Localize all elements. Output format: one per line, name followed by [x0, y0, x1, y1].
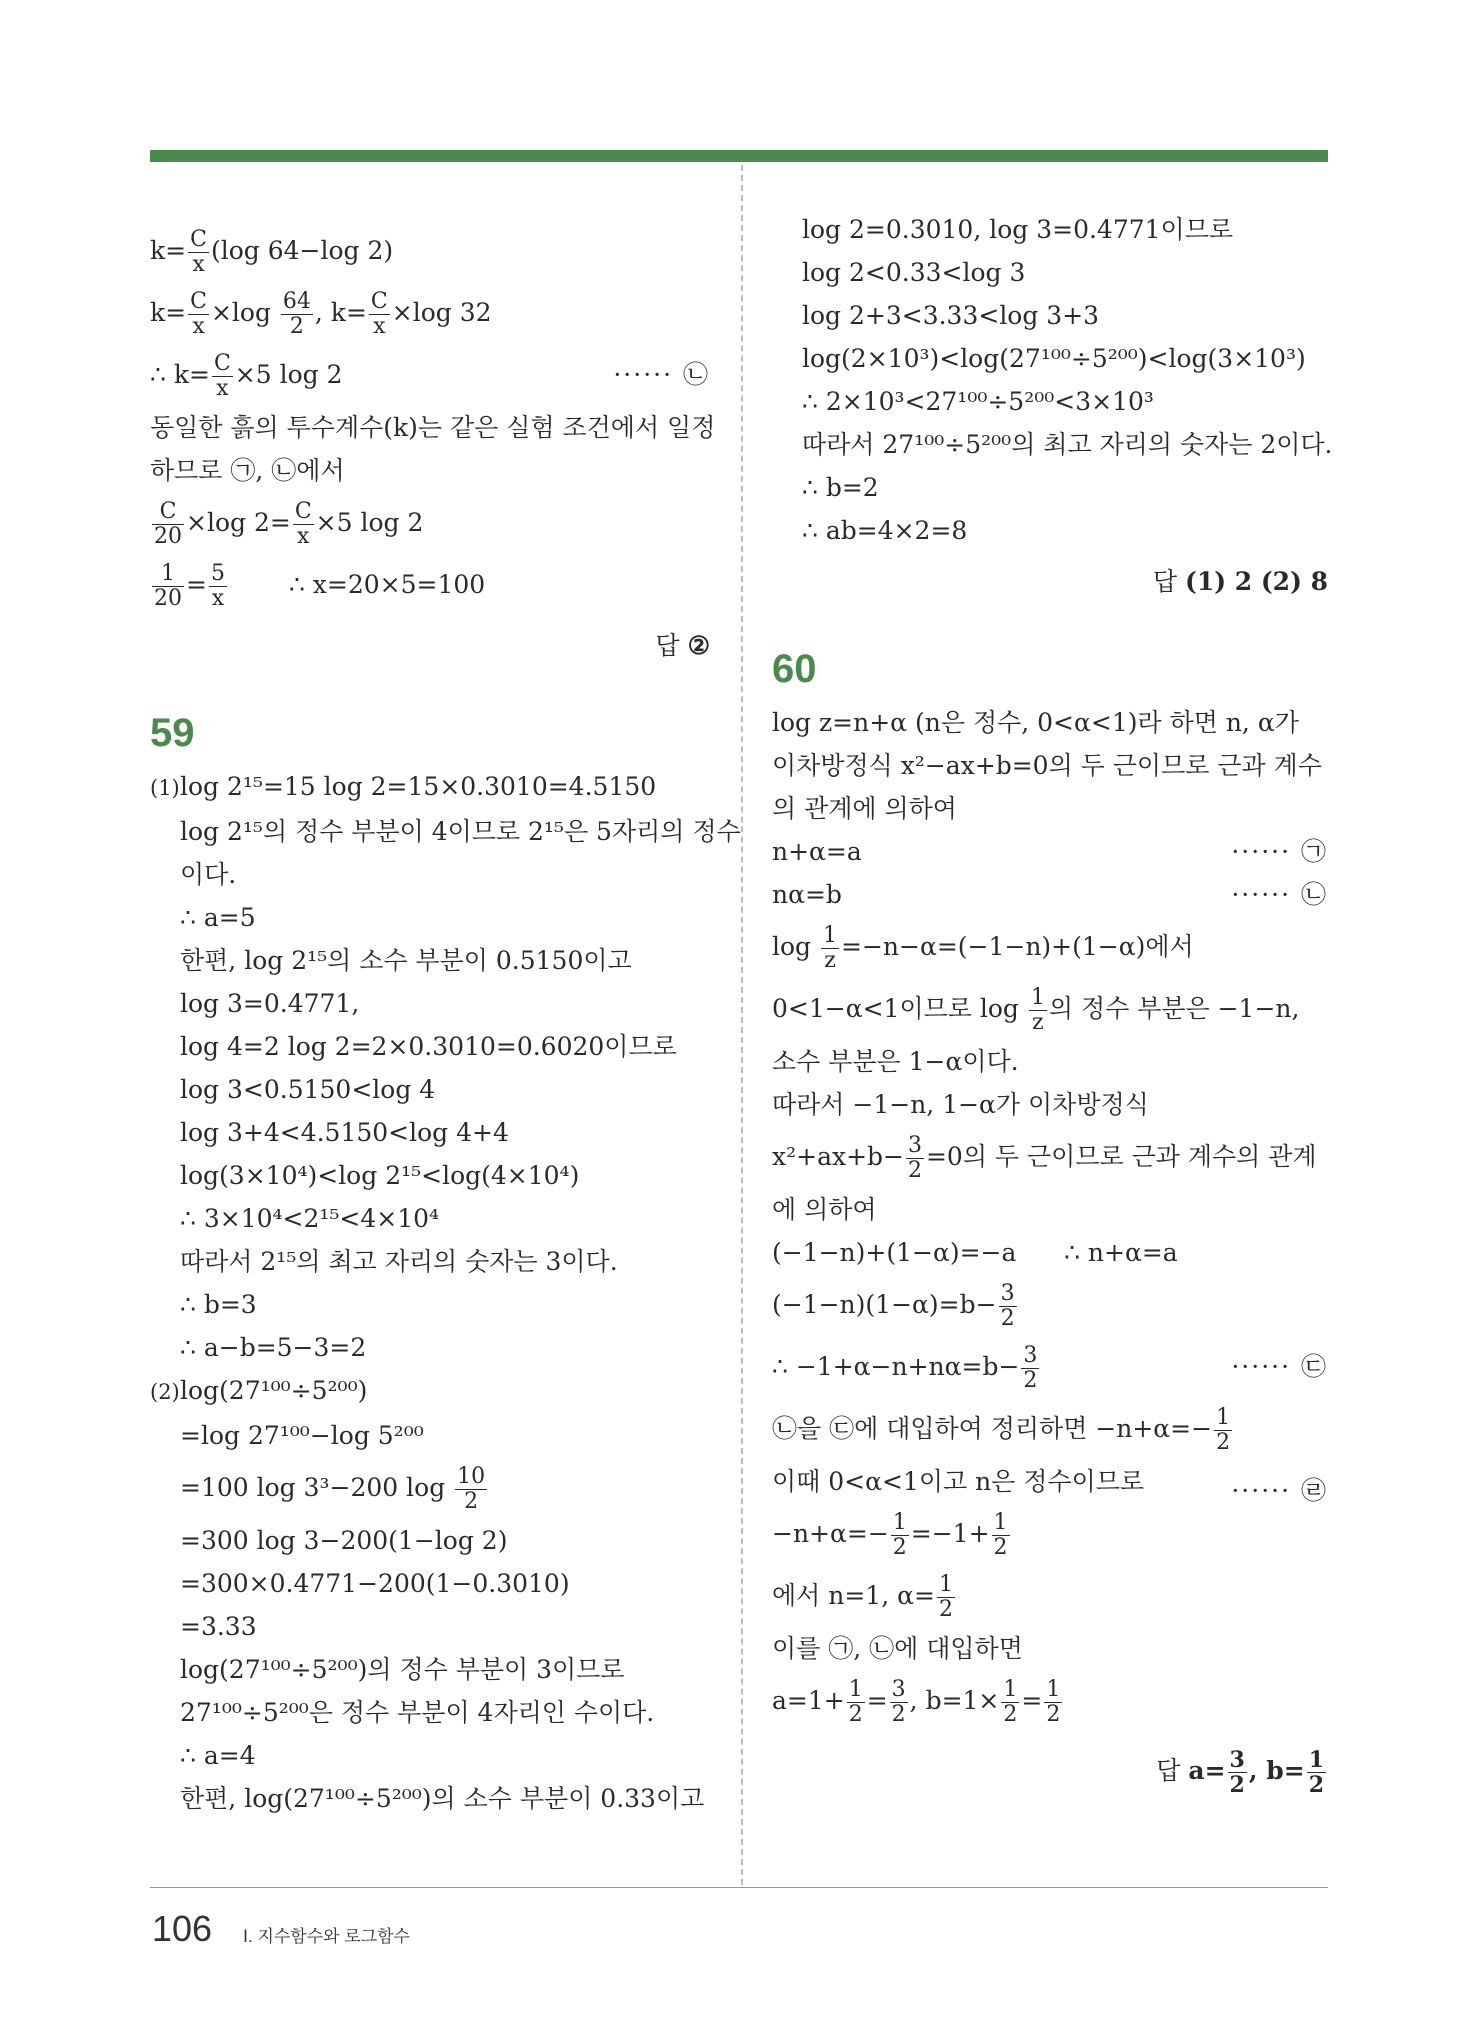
text-line: nα=b ······ ㉡: [772, 880, 1328, 909]
eq-line: ㉡을 ㉢에 대입하여 정리하면 −n+α=− $\frac{1}{2}$ ······ ㉣: [772, 1405, 1328, 1505]
text-line: log(3×10⁴)<log 2¹⁵<log(4×10⁴): [180, 1161, 580, 1190]
text-line: 이를 ㉠, ㉡에 대입하면: [772, 1634, 1023, 1663]
text-line: log 3=0.4771,: [180, 989, 360, 1018]
answer-59: 답 (1) 2 (2) 8: [1152, 567, 1328, 596]
text-line: log 2¹⁵의 정수 부분이 4이므로 2¹⁵은 5자리의 정수: [180, 817, 741, 846]
text-line: ∴ a−b=5−3=2: [180, 1333, 367, 1362]
right-column: [772, 208, 1333, 1802]
left-column: [150, 220, 741, 1820]
text-line: (−1−n)+(1−α)=−a ∴ n+α=a: [772, 1238, 1178, 1267]
text-line: 따라서 2¹⁵의 최고 자리의 숫자는 3이다.: [180, 1247, 618, 1276]
text-line: n+α=a ······ ㉠: [772, 837, 1328, 866]
text-line: log(27¹⁰⁰÷5²⁰⁰)의 정수 부분이 3이므로: [180, 1655, 625, 1684]
text-line: 따라서 −1−n, 1−α가 이차방정식: [772, 1090, 1149, 1119]
text-line: 한편, log(27¹⁰⁰÷5²⁰⁰)의 소수 부분이 0.33이고: [180, 1784, 705, 1813]
text-line: 이다.: [180, 860, 237, 889]
eq-line: $\frac{1}{20}$ = $\frac{5}{x}$ ∴ x=20×5=100: [154, 561, 486, 611]
answer-60: 답 a= $\frac{3}{2}$ , b= $\frac{1}{2}$: [1156, 1747, 1324, 1798]
text-line: log 2+3<3.33<log 3+3: [802, 301, 1100, 330]
eq-line: ∴ −1+α−n+nα=b− $\frac{3}{2}$ ······ ㉢: [772, 1343, 1328, 1393]
text-line: log 4=2 log 2=2×0.3010=0.6020이므로: [180, 1032, 677, 1061]
page-number: 106: [152, 1908, 213, 1949]
answer-58: 답 ②: [655, 631, 710, 660]
eq-line: k= $\frac{C}{x}$ ×log $\frac{64}{2}$ , k= $\frac{C}{x}$ ×log 32: [150, 289, 492, 339]
problem-number-60: 60: [772, 647, 817, 691]
text-line: ∴ a=5: [180, 903, 256, 932]
text-line: 에 의하여: [772, 1195, 877, 1224]
text-line: 이때 0<α<1이고 n은 정수이므로: [772, 1467, 1145, 1496]
text-line: log(2×10³)<log(27¹⁰⁰÷5²⁰⁰)<log(3×10³): [802, 344, 1306, 373]
problem-number-59: 59: [150, 711, 195, 755]
text-line: 이차방정식 x²−ax+b=0의 두 근이므로 근과 계수: [772, 751, 1322, 780]
text-line: ∴ b=3: [180, 1290, 257, 1319]
eq-line: $\frac{C}{20}$ ×log 2= $\frac{C}{x}$ ×5 log 2: [154, 499, 424, 549]
text-line: ∴ b=2: [802, 473, 879, 502]
text-line: =300 log 3−200(1−log 2): [180, 1526, 508, 1555]
text-line: 동일한 흙의 투수계수(k)는 같은 실험 조건에서 일정: [150, 413, 716, 442]
text-line: =300×0.4771−200(1−0.3010): [180, 1569, 570, 1598]
eq-line: 0<1−α<1이므로 log $\frac{1}{z}$ 의 정수 부분은 −1−n,: [772, 985, 1300, 1035]
text-line: log z=n+α (n은 정수, 0<α<1)라 하면 n, α가: [772, 708, 1299, 737]
text-line: ∴ 3×10⁴<2¹⁵<4×10⁴: [180, 1204, 440, 1233]
eq-line: =100 log 3³−200 log $\frac{10}{2}$: [180, 1464, 486, 1514]
footer-rule: [150, 1887, 1328, 1888]
text-line: log 3<0.5150<log 4: [180, 1075, 436, 1104]
chapter-title: Ⅰ. 지수함수와 로그함수: [243, 1927, 410, 1946]
eq-line: −n+α=− $\frac{1}{2}$ =−1+ $\frac{1}{2}$: [772, 1510, 1008, 1560]
text-line: 27¹⁰⁰÷5²⁰⁰은 정수 부분이 4자리인 수이다.: [180, 1698, 655, 1727]
text-line: 한편, log 2¹⁵의 소수 부분이 0.5150이고: [180, 946, 632, 975]
text-line: 의 관계에 의하여: [772, 794, 957, 823]
text-line: 소수 부분은 1−α이다.: [772, 1047, 1019, 1076]
text-line: =log 27¹⁰⁰−log 5²⁰⁰: [180, 1421, 424, 1450]
top-green-bar: [150, 150, 1328, 162]
eq-line: ∴ k= $\frac{C}{x}$ ×5 log 2 ······ ㉡: [150, 351, 710, 401]
text-line: (2)log(27¹⁰⁰÷5²⁰⁰): [150, 1376, 368, 1405]
eq-line: k= $\frac{C}{x}$ (log 64−log 2): [150, 227, 394, 277]
text-line: log 2<0.33<log 3: [802, 258, 1026, 287]
eq-line: 에서 n=1, α= $\frac{1}{2}$: [772, 1572, 953, 1622]
text-line: 하므로 ㉠, ㉡에서: [150, 456, 345, 485]
text-line: ∴ 2×10³<27¹⁰⁰÷5²⁰⁰<3×10³: [802, 387, 1154, 416]
text-line: =3.33: [180, 1612, 257, 1641]
text-line: ∴ a=4: [180, 1741, 256, 1770]
eq-line: a=1+ $\frac{1}{2}$ = $\frac{3}{2}$ , b=1× $\frac{1}{2}$ = $\frac{1}{2}$: [772, 1677, 1061, 1727]
text-line: log 3+4<4.5150<log 4+4: [180, 1118, 509, 1147]
text-line: (1)log 2¹⁵=15 log 2=15×0.3010=4.5150: [150, 772, 657, 801]
eq-line: (−1−n)(1−α)=b− $\frac{3}{2}$: [772, 1281, 1015, 1331]
text-line: ∴ ab=4×2=8: [802, 516, 968, 545]
text-line: 따라서 27¹⁰⁰÷5²⁰⁰의 최고 자리의 숫자는 2이다.: [802, 430, 1333, 459]
eq-line: x²+ax+b− $\frac{3}{2}$ =0의 두 근이므로 근과 계수의 관계: [772, 1133, 1317, 1183]
text-line: log 2=0.3010, log 3=0.4771이므로: [802, 215, 1233, 244]
eq-line: log $\frac{1}{z}$ =−n−α=(−1−n)+(1−α)에서: [772, 923, 1194, 973]
column-divider: [741, 165, 743, 1885]
